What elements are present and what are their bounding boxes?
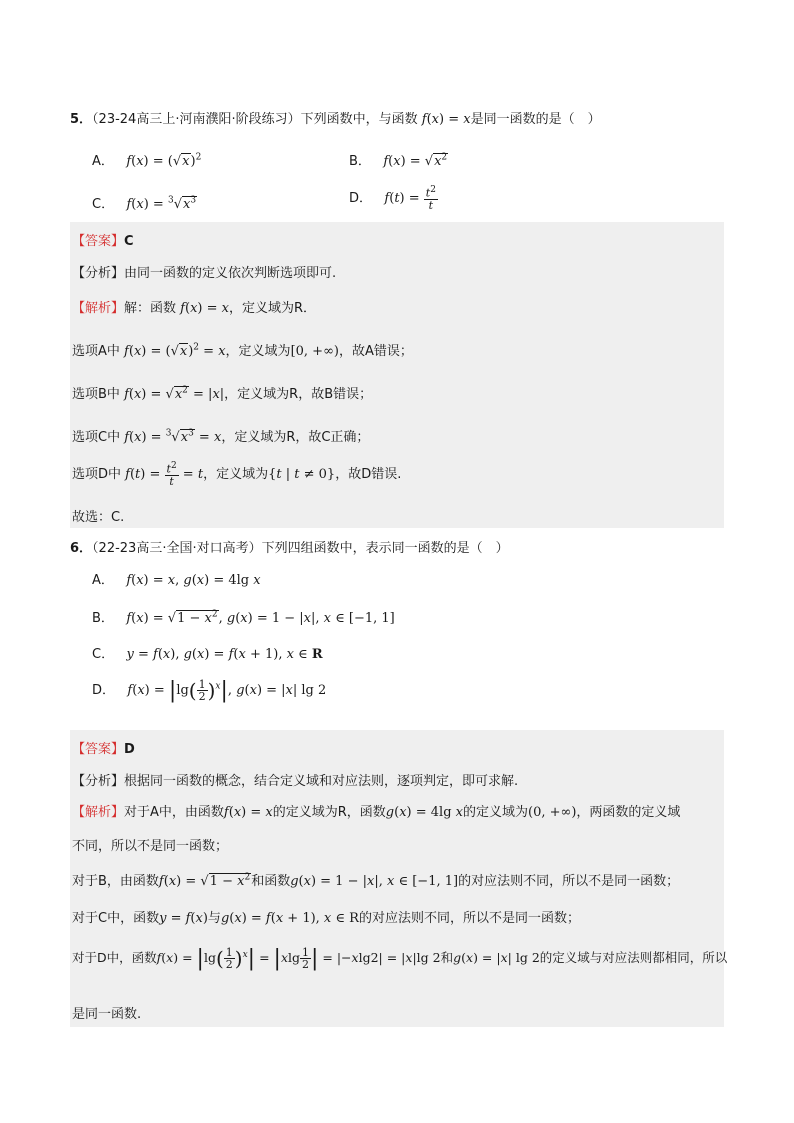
q5-answer: 【答案】C (72, 234, 134, 249)
q6-solution-line-1b: 不同，所以不是同一函数； (72, 839, 229, 854)
q6-option-a: A． f(x) = x, g(x) = 4lg x (92, 573, 261, 588)
q6-solution-line-2: 对于B，由函数$f(x) = √1 - x^2$和函数g(x) = 1 − |x|, x ∈ [−1, 1]的对应法则不同，所以不是同一函数； (72, 872, 680, 889)
q6-option-c: C． y = f(x), g(x) = f(x + 1), x ∈ R (92, 647, 323, 662)
q5-conclusion: 故选：C. (72, 510, 125, 525)
q5-analysis: 【分析】由同一函数的定义依次判断选项即可. (72, 266, 337, 281)
q5-line-b: 选项B中 $f(x) = √x^2 = |x|$，定义域为R，故B错误； (72, 385, 373, 402)
q5-solution-intro: 【解析】解：函数 f(x) = x，定义域为R． (72, 301, 317, 316)
q5-source: （23-24高三上·河南濮阳·阶段练习） (92, 112, 301, 127)
q6-number: 6． (70, 541, 93, 556)
q6-solution-line-4b: 是同一函数. (72, 1007, 142, 1022)
q6-solution-line-1: 【解析】对于A中，由函数f(x) = x的定义域为R，函数g(x) = 4lg x的定义域为(0, +∞)，两函数的定义域 (72, 805, 681, 820)
q6-option-d: D． f(x) = |lg( $\frac{1}{2}$ )$^x$|, g(x) = |x| lg 2 (92, 678, 327, 703)
q6-solution-line-4: 对于D中，函数f(x) = |lg( $\frac{1}{2}$ )$^x$| = |xlg $\frac{1}{2}$ | = |−xlg2| = |x|lg 2和g(x) = |x| lg 2的定义域与对应法则都相同，所以 (72, 946, 728, 971)
q5-option-c: C． $f(x) = ^3√x^3$ (92, 195, 197, 212)
q5-line-c: 选项C中 $f(x) = ^3√x^3 = x$，定义域为R，故C正确； (72, 428, 370, 445)
q6-answer: 【答案】D (72, 742, 135, 757)
q5-fx-eq-x: f(x) = x (421, 112, 471, 127)
q6-solution-line-3: 对于C中，函数y = f(x)与g(x) = f(x + 1), x ∈ R的对应法则不同，所以不是同一函数； (72, 911, 580, 926)
q5-number: 5． (70, 112, 93, 127)
q5-option-a: A． $f(x) = (√x)^2$ (92, 152, 202, 169)
q5-stem: 5．（23-24高三上·河南濮阳·阶段练习）下列函数中，与函数 f(x) = x是同一函数的是（ ） (70, 112, 601, 127)
q5-line-a: 选项A中 $f(x) = (√x)^2 = x$，定义域为[0, +∞)，故A错误； (72, 342, 413, 359)
q6-option-b: B． $f(x) = √1 - x^2$, g(x) = 1 − |x|, x ∈ [−1, 1] (92, 609, 395, 626)
q5-line-d: 选项D中 f(t) = $\frac{t^2}{t}$ = t，定义域为{t | t ≠ 0}，故D错误. (72, 461, 402, 488)
q6-source: （22-23高三·全国·对口高考） (92, 541, 262, 556)
q5-option-b: B． $f(x) = √x^2$ (349, 152, 448, 169)
q5-option-d: D． f(t) = $\frac{t^2}{t}$ (349, 185, 436, 212)
q6-analysis: 【分析】根据同一函数的概念，结合定义域和对应法则，逐项判定，即可求解. (72, 774, 519, 789)
q6-stem: 6．（22-23高三·全国·对口高考）下列四组函数中，表示同一函数的是（ ） (70, 541, 509, 556)
